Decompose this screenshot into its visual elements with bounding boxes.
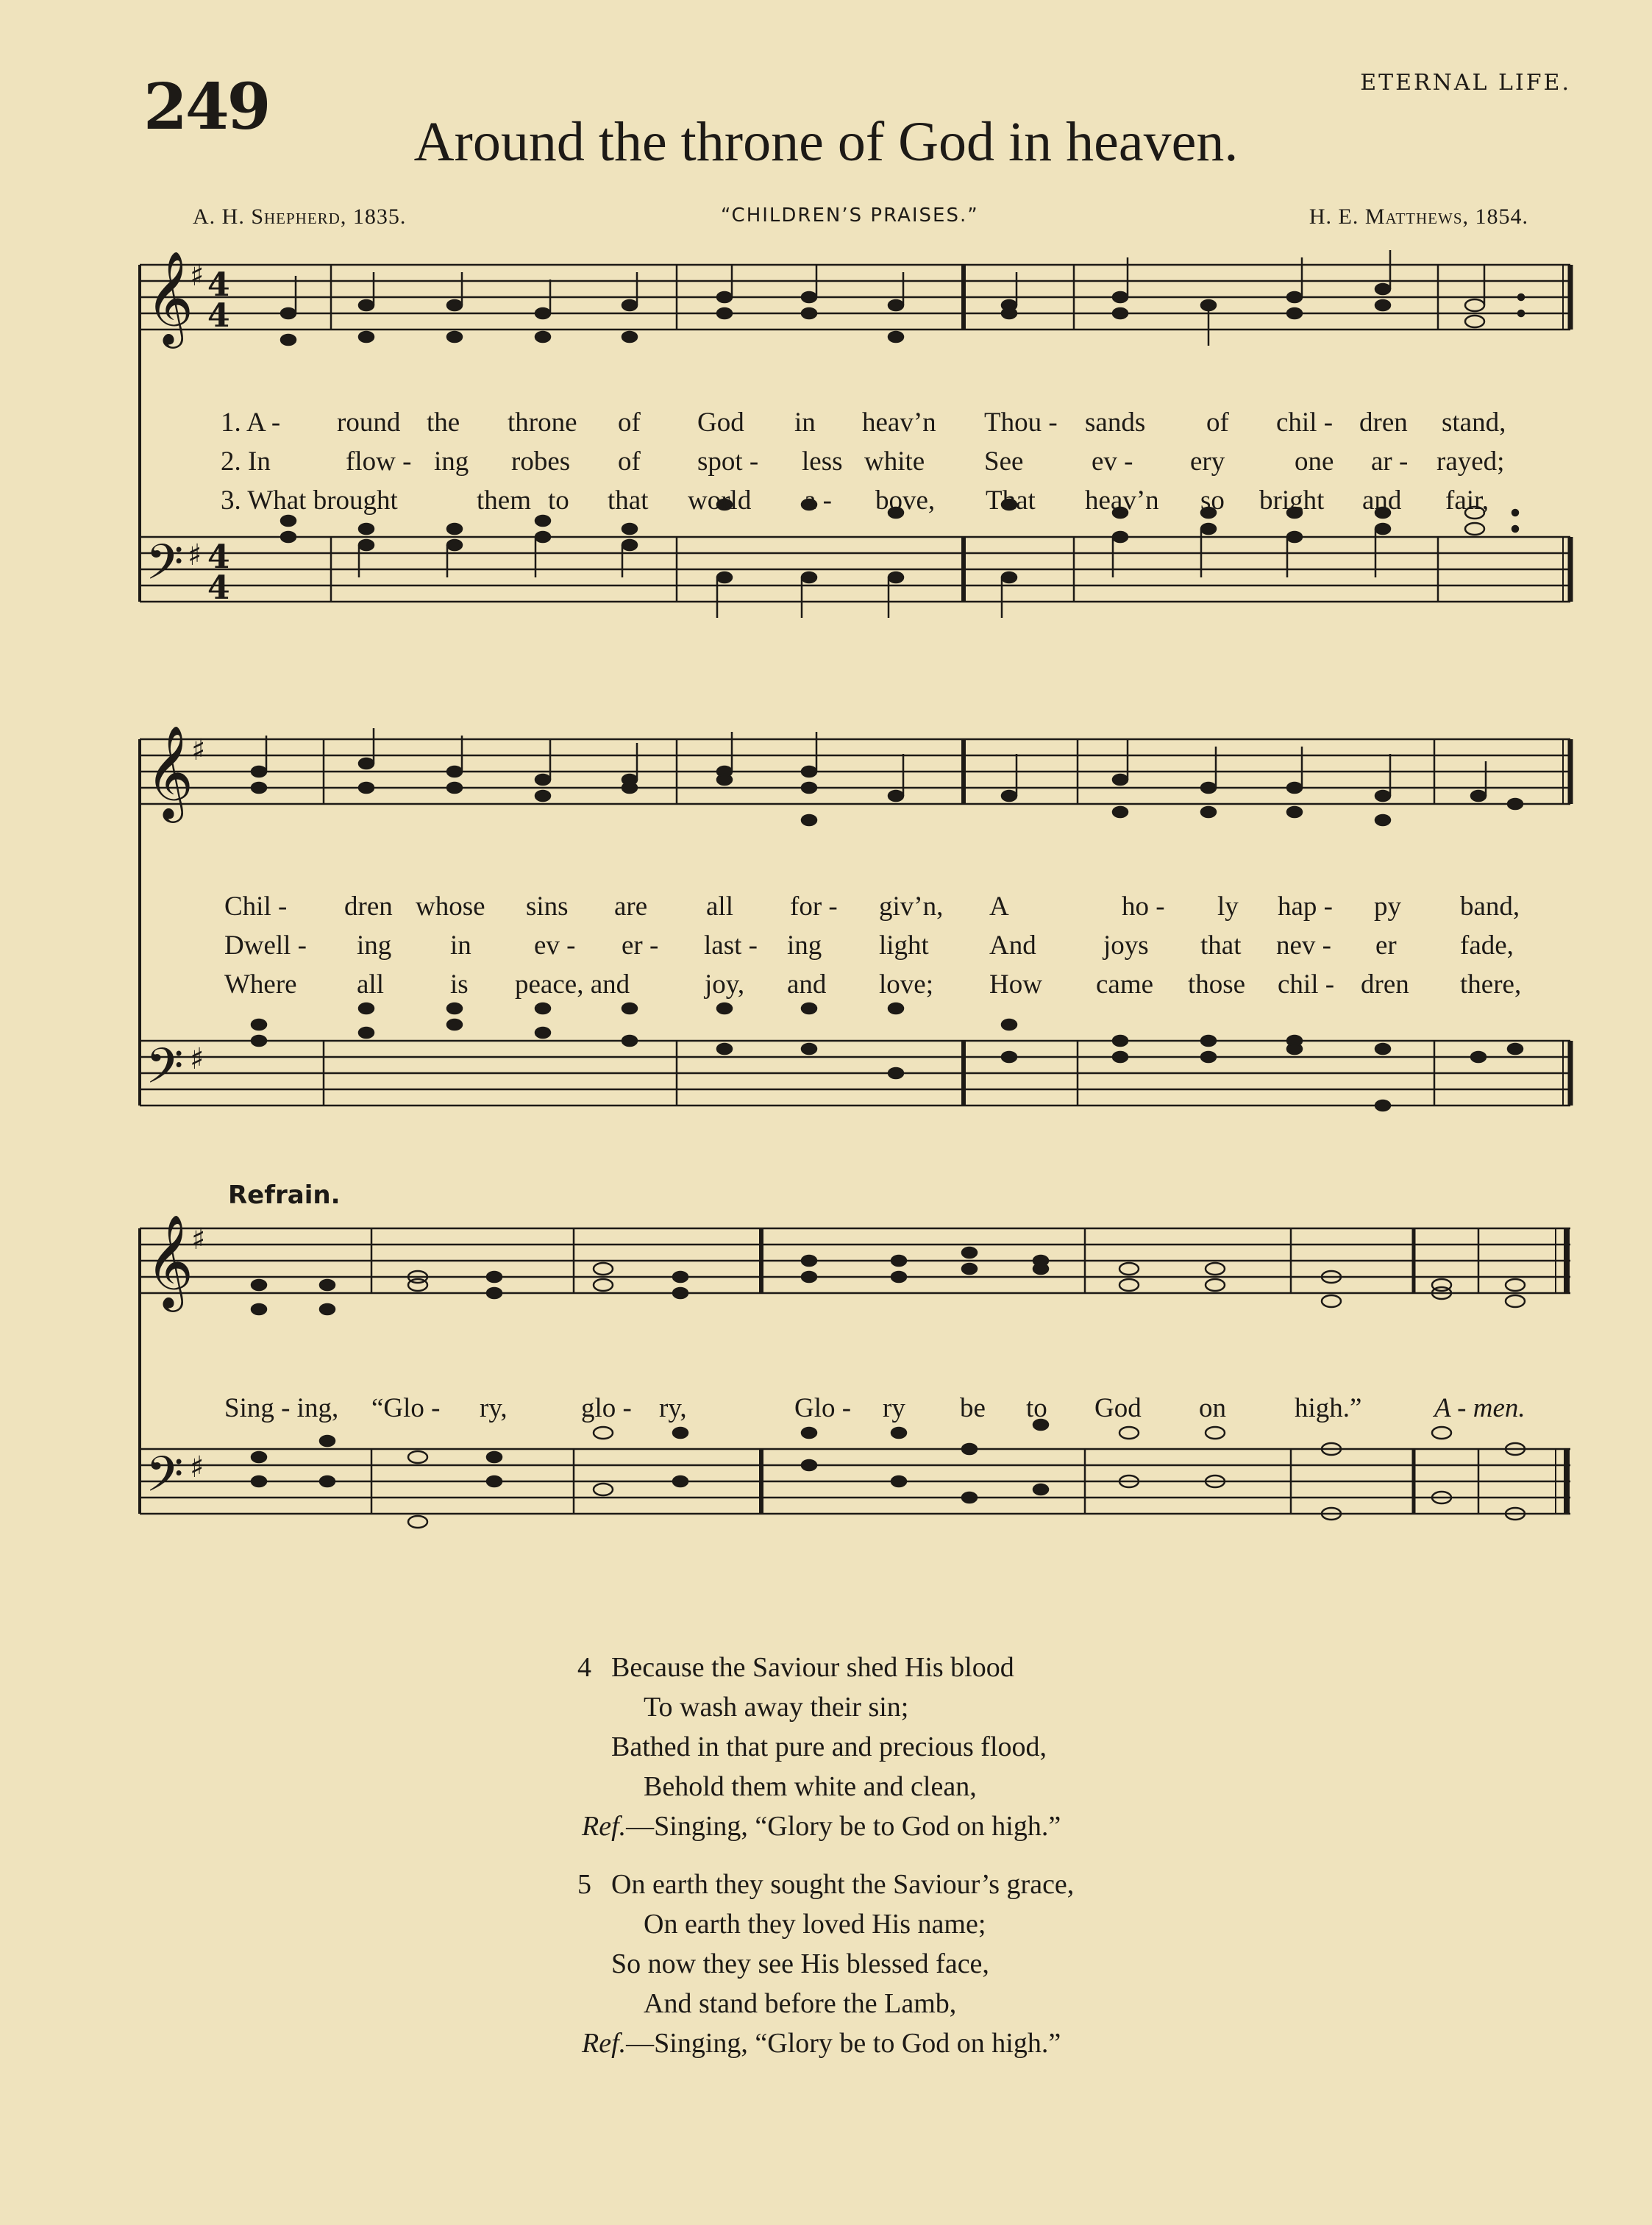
lyric-line-system1-verse1: 1. A - round the throne of God in heav’n Thou - sands of chil - dren stand, — [221, 407, 1506, 438]
svg-text:4: 4 — [207, 538, 230, 576]
verse-5: 5 On earth they sought the Saviour’s grace, On earth they loved His name; So now they see His blessed face, And stand before the Lamb, Ref.—Singing, “Glory be to God on high.” — [577, 1865, 1239, 2063]
hymn-number: 249 — [143, 70, 269, 144]
treble-clef-icon: 𝄞 — [146, 725, 194, 819]
bass-clef-icon: 𝄢 — [146, 534, 184, 602]
lyric-line-system1-verse2: 2. In flow - ing robes of spot - less white See ev - ery one ar - rayed; — [221, 446, 1505, 477]
svg-text:4: 4 — [207, 266, 230, 304]
treble-clef-icon: 𝄞 — [146, 250, 194, 344]
lyric-line-system2-verse2: Dwell - ing in ev - er - last - ing light And joys that nev - er fade, — [224, 930, 1514, 961]
composer-credit: H. E. Matthews, 1854. — [1309, 204, 1528, 229]
verse-number: 4 — [577, 1652, 591, 1683]
sharp-icon: ♯ — [190, 1042, 204, 1076]
verse-number: 5 — [577, 1869, 591, 1900]
lyric-line-system2-verse1: Chil - dren whose sins are all for - giv’n, A ho - ly hap - py band, — [224, 891, 1520, 922]
hymn-title: Around the throne of God in heaven. — [413, 111, 1239, 173]
bass-clef-icon: 𝄢 — [146, 1446, 184, 1514]
author-credit: A. H. Shepherd, 1835. — [193, 204, 407, 229]
lyric-line-refrain: Sing - ing, “Glo - ry, glo - ry, Glo - ry be to God on high.” A - men. — [224, 1393, 1525, 1423]
refrain-label: Refrain. — [228, 1181, 341, 1210]
section-title: ETERNAL LIFE. — [1360, 70, 1571, 96]
treble-clef-icon: 𝄞 — [146, 1214, 194, 1308]
sharp-icon: ♯ — [191, 1222, 206, 1256]
sharp-icon: ♯ — [191, 733, 206, 767]
svg-text:4: 4 — [207, 569, 230, 607]
sharp-icon: ♯ — [188, 538, 202, 572]
verse-4: 4 Because the Saviour shed His blood To wash away their sin; Bathed in that pure and precious flood, Behold them white and clean, Ref.—Singing, “Glory be to God on high.” — [577, 1648, 1239, 1846]
lyric-line-system1-verse3: 3. What brought them to that world a - bove, That heav’n so bright and fair, — [221, 485, 1489, 516]
music-system-2 — [0, 717, 1652, 1129]
sharp-icon: ♯ — [190, 259, 204, 293]
lyric-line-system2-verse3: Where all is peace, and joy, and love; How came those chil - dren there, — [224, 969, 1522, 1000]
tune-name: “CHILDREN’S PRAISES.” — [721, 204, 979, 227]
bass-clef-icon: 𝄢 — [146, 1038, 184, 1106]
svg-text:4: 4 — [207, 297, 230, 335]
sharp-icon: ♯ — [190, 1450, 204, 1484]
